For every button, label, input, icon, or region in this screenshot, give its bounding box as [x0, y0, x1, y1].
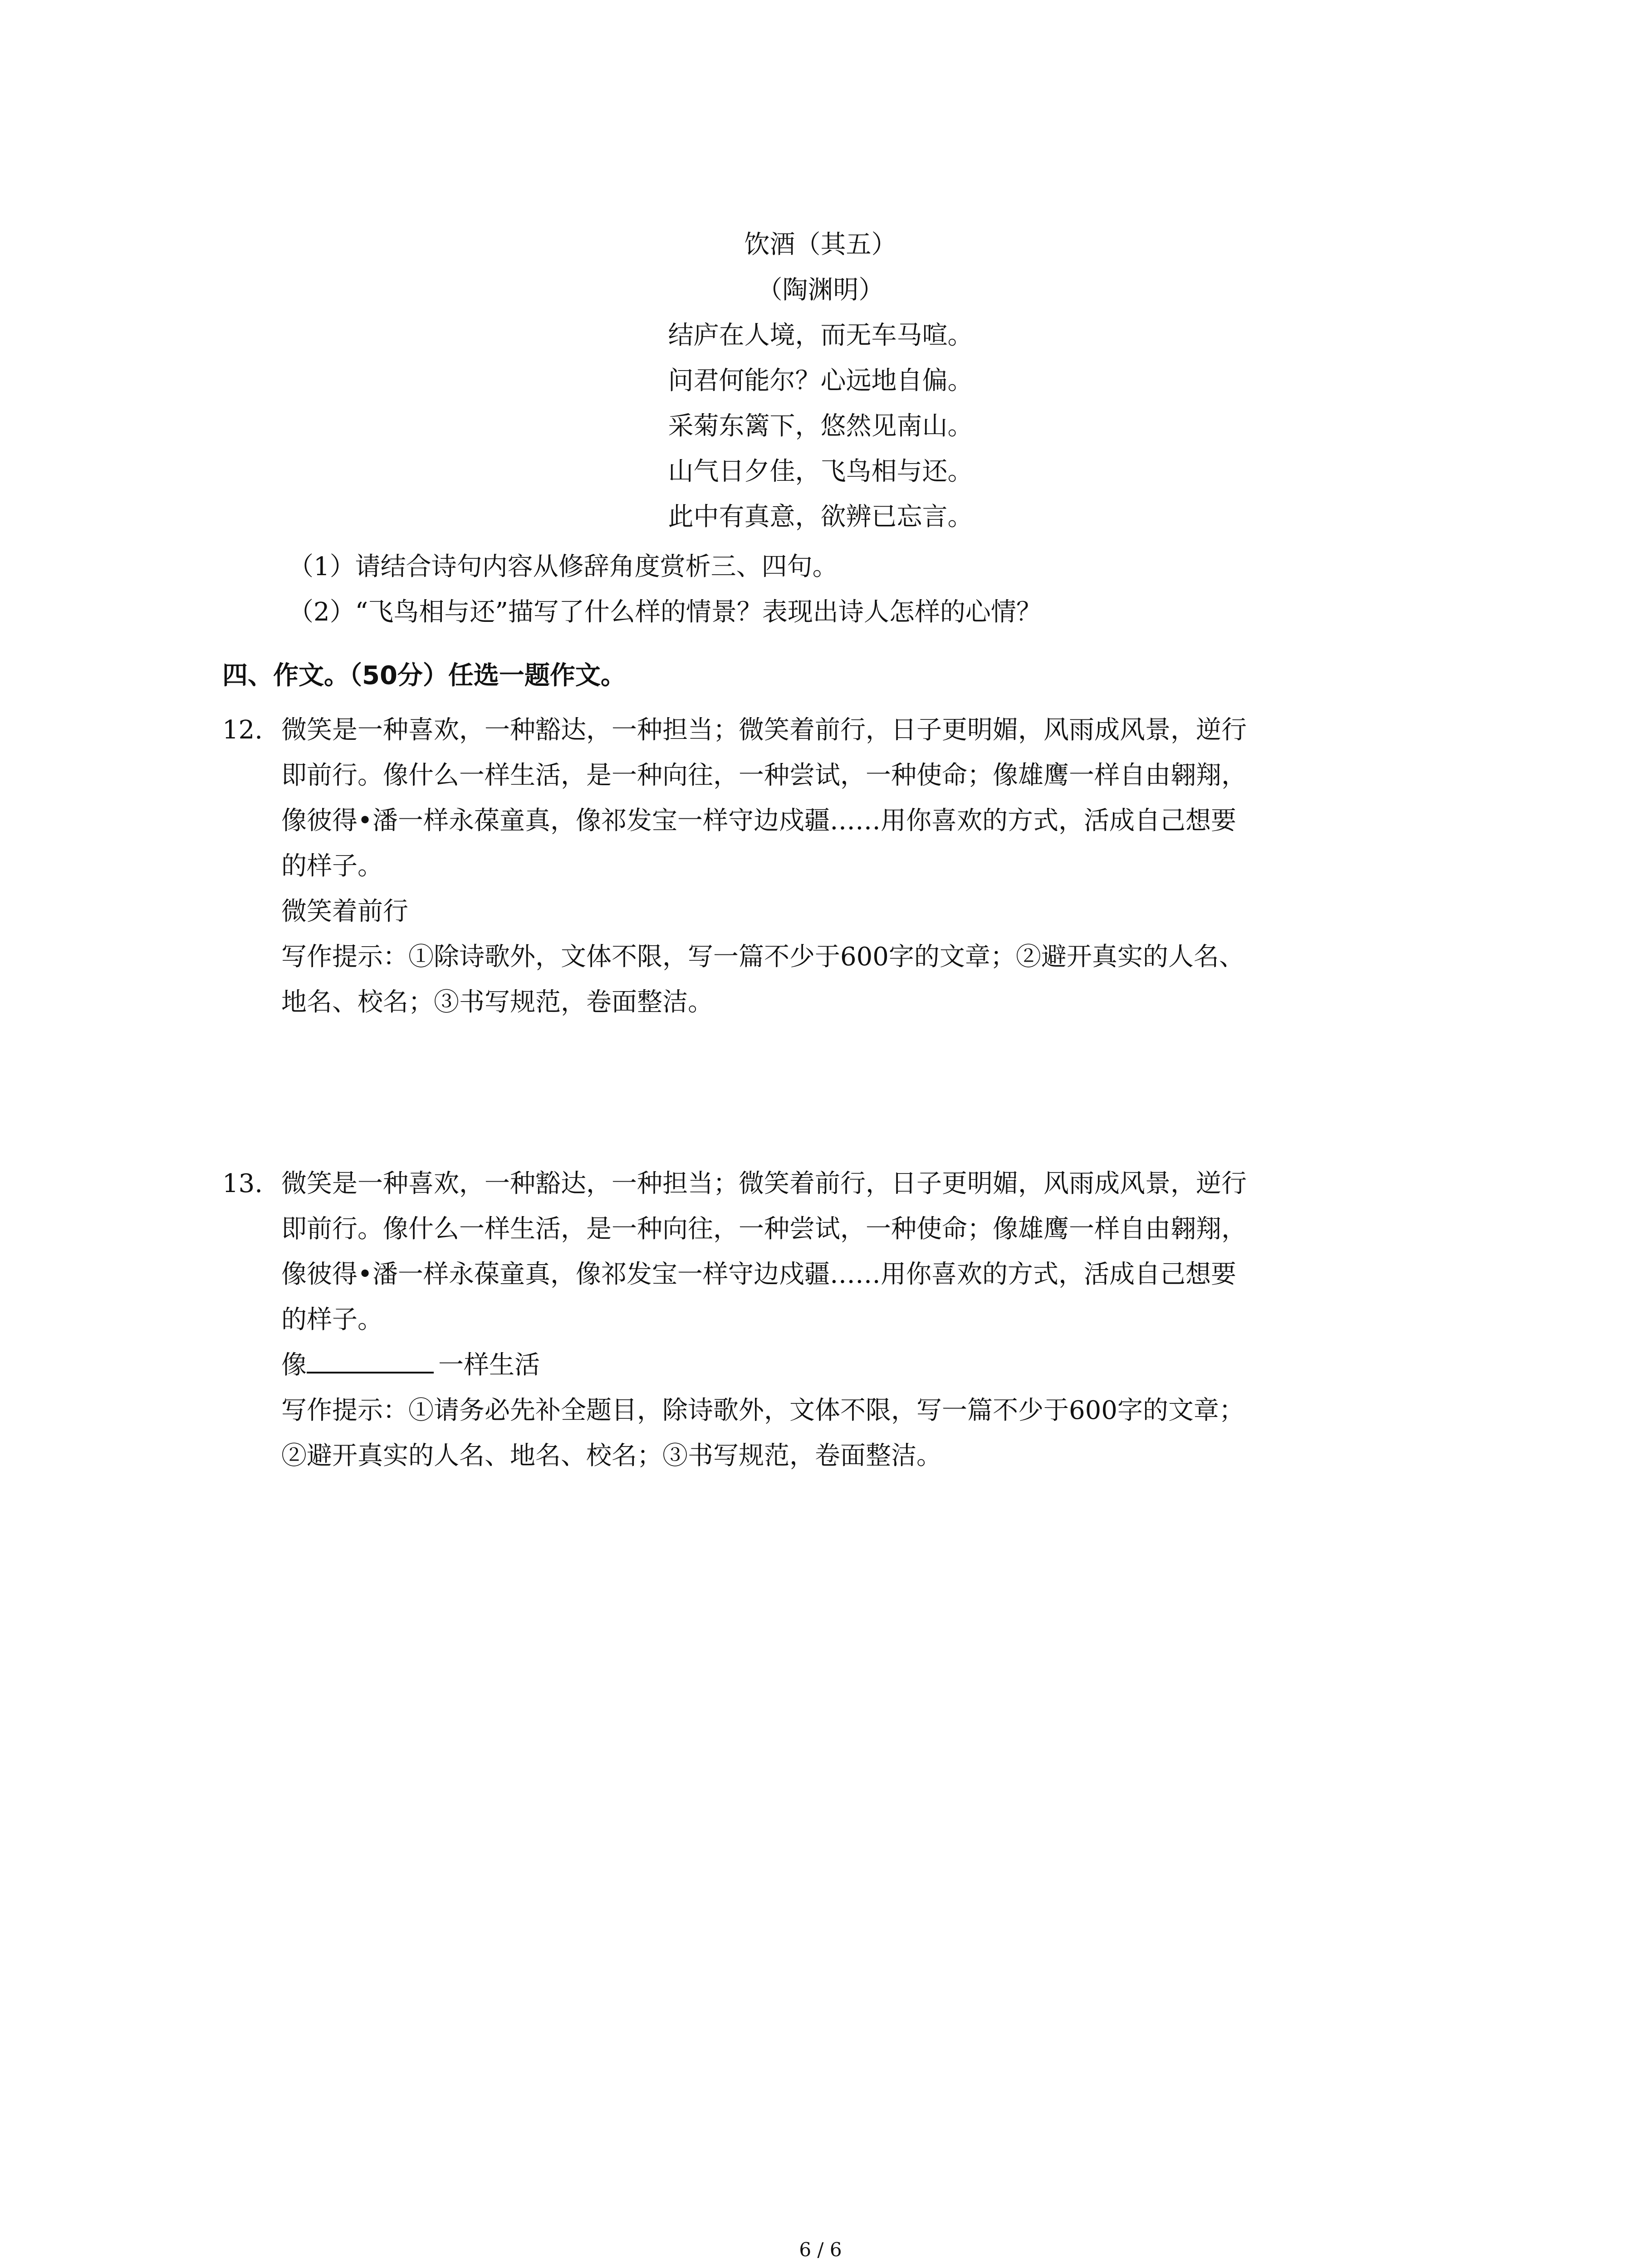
question-2: （2）“飞鸟相与还”描写了什么样的情景？表现出诗人怎样的心情？	[288, 597, 1042, 627]
poem-line: 此中有真意，欲辨已忘言。	[668, 502, 973, 532]
section-heading-composition: 四、作文。（50分）任选一题作文。	[222, 661, 626, 690]
page-number: 6 / 6	[799, 2239, 842, 2261]
prompt-line	[222, 708, 1447, 753]
essay-prompt-12	[222, 708, 1447, 1025]
question-1: （1）请结合诗句内容从修辞角度赏析三、四句。	[288, 552, 838, 582]
essay-topic	[222, 1343, 1447, 1388]
poem-line: 结庐在人境，而无车马喧。	[668, 321, 973, 350]
prompt-line: 即前行。像什么一样生活，是一种向往，一种尝试，一种使命；像雄鹰一样自由翱翔，	[281, 1214, 1247, 1244]
prompt-line: 像彼得•潘一样永葆童真，像祁发宝一样守边戍疆……用你喜欢的方式，活成自己想要	[281, 1260, 1237, 1289]
poem-line: 采菊东篱下，悠然见南山。	[668, 411, 973, 441]
poem-line: 问君何能尔？心远地自偏。	[668, 366, 973, 396]
topic-blank	[307, 1344, 434, 1374]
essay-topic: 微笑着前行	[281, 897, 408, 926]
item-number: 13.	[222, 1169, 263, 1198]
writing-tips-line: ②避开真实的人名、地名、校名；③书写规范，卷面整洁。	[281, 1441, 942, 1471]
writing-tips-line: 写作提示：①请务必先补全题目，除诗歌外，文体不限，写一篇不少于600字的文章；	[281, 1396, 1244, 1425]
item-number: 12.	[222, 715, 263, 745]
writing-tips-line: 地名、校名；③书写规范，卷面整洁。	[281, 987, 713, 1017]
prompt-line: 即前行。像什么一样生活，是一种向往，一种尝试，一种使命；像雄鹰一样自由翱翔，	[281, 761, 1247, 790]
writing-tips-line: 写作提示：①除诗歌外，文体不限，写一篇不少于600字的文章；②避开真实的人名、	[281, 942, 1244, 972]
prompt-line: 像彼得•潘一样永葆童真，像祁发宝一样守边戍疆……用你喜欢的方式，活成自己想要	[281, 806, 1237, 836]
poem-title: 饮酒（其五）	[744, 230, 897, 259]
prompt-line	[222, 1161, 1447, 1207]
essay-prompt-13	[222, 1161, 1447, 1479]
prompt-text: 微笑是一种喜欢，一种豁达，一种担当；微笑着前行，日子更明媚，风雨成风景，逆行	[281, 1169, 1247, 1198]
prompt-line: 的样子。	[281, 851, 383, 881]
prompt-text: 微笑是一种喜欢，一种豁达，一种担当；微笑着前行，日子更明媚，风雨成风景，逆行	[281, 715, 1247, 745]
poem-line: 山气日夕佳，飞鸟相与还。	[668, 457, 973, 486]
topic-prefix: 像	[281, 1350, 307, 1380]
topic-suffix: 一样生活	[438, 1350, 540, 1380]
prompt-line: 的样子。	[281, 1305, 383, 1334]
poem-author: （陶渊明）	[757, 275, 884, 305]
poem-body	[0, 313, 1641, 540]
